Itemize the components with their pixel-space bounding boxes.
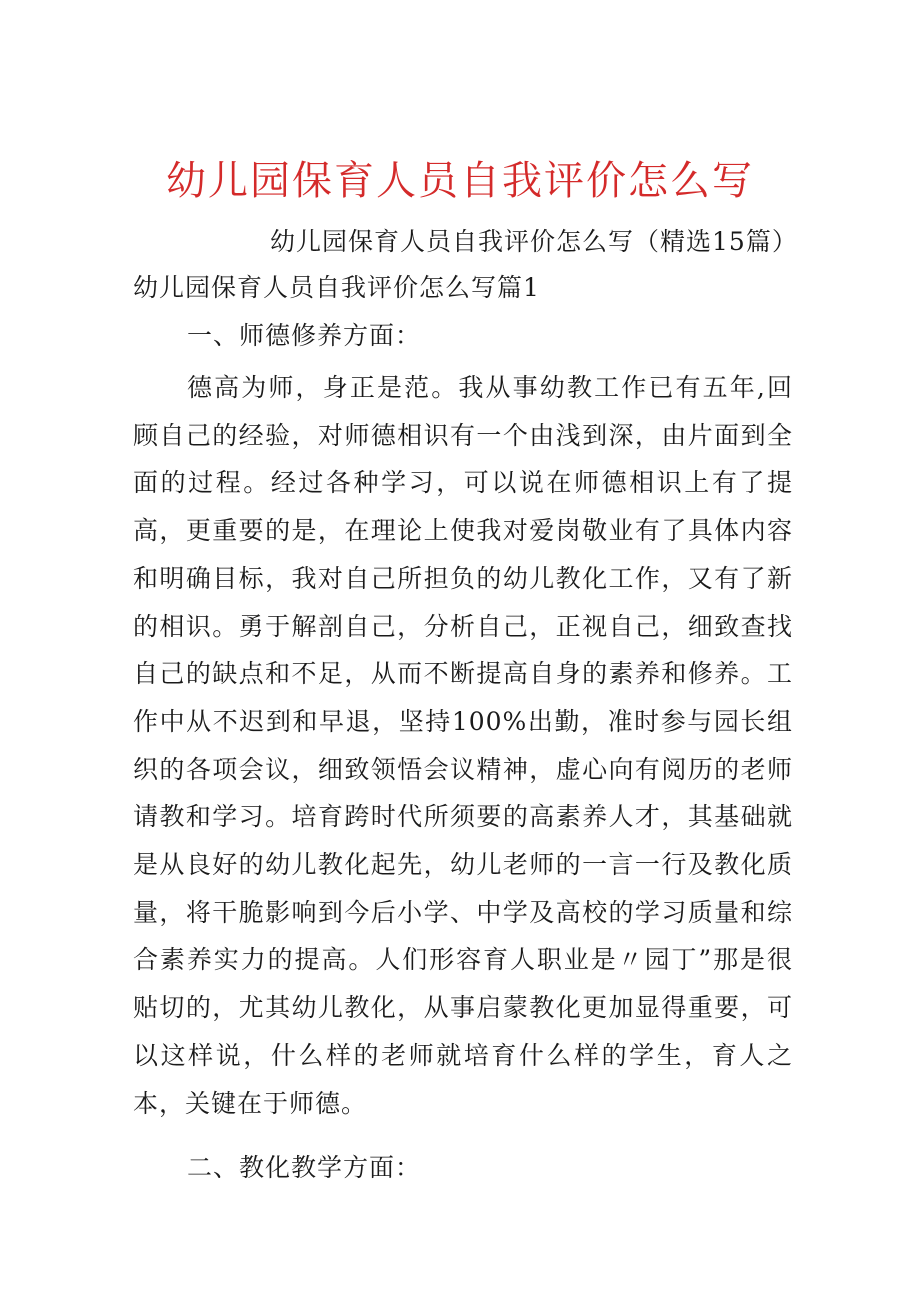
article-heading: 幼儿园保育人员自我评价怎么写篇1 [133, 273, 540, 302]
section-paragraph-1: 德高为师，身正是范。我从事幼教工作已有五年,回顾自己的经验，对师德相识有一个由浅到深，由片面到全面的过程。经过各种学习，可以说在师德相识上有了提高，更重要的是，在理论上使我对爱岗敬业有了具体内容和明确目标，我对自己所担负的幼儿教化工作，又有了新的相识。勇于解剖自己，分析自己，正视自己，细致查找自己的缺点和不足，从而不断提高自身的素养和修养。工作中从不迟到和早退，坚持100%出勤，准时参与园长组织的各项会议，细致领悟会议精神，虚心向有阅历的老师请教和学习。培育跨时代所须要的高素养人才，其基础就是从良好的幼儿教化起先，幼儿老师的一言一行及教化质量，将干脆影响到今后小学、中学及高校的学习质量和综合素养实力的提高。人们形容育人职业是〃园丁”那是很贴切的，尤其幼儿教化，从事启蒙教化更加显得重要，可以这样说，什么样的老师就培育什么样的学生，育人之本，关键在于师德。 [133, 373, 793, 1118]
document-title: 幼儿园保育人员自我评价怎么写 [166, 158, 754, 204]
section-title-2: 二、教化教学方面： [187, 1153, 422, 1182]
section-title-1: 一、师德修养方面： [187, 321, 422, 350]
document-subtitle: 幼儿园保育人员自我评价怎么写（精选15篇） [270, 227, 798, 256]
